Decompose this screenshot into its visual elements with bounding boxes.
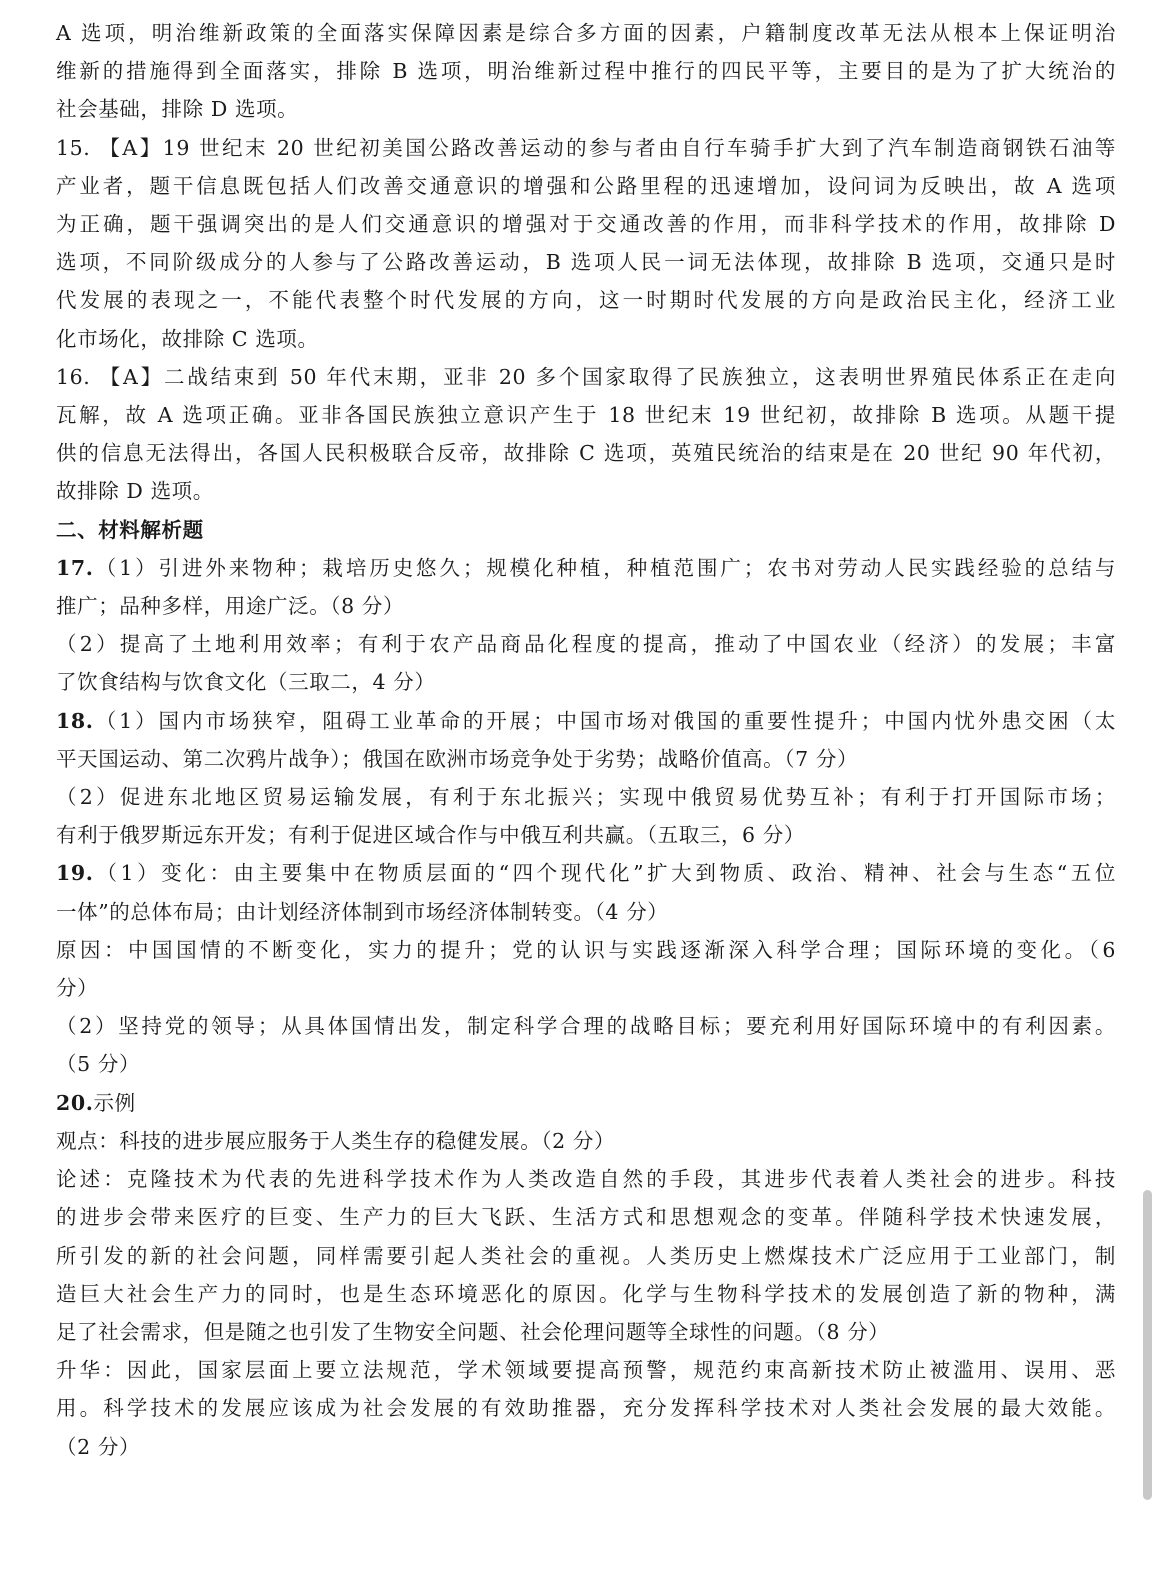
text-line: 分） (56, 976, 99, 1001)
text-line: 所引发的新的社会问题，同样需要引起人类社会的重视。人类历史上燃煤技术广泛应用于工业部门，制 (56, 1243, 1116, 1268)
text-line (56, 854, 1116, 892)
text-line: 足了社会需求，但是随之也引发了生物安全问题、社会伦理问题等全球性的问题。（8 分） (56, 1319, 890, 1344)
text-line (56, 1084, 1116, 1122)
question-number: 19. (56, 861, 94, 886)
answer-17 (56, 549, 1116, 702)
question-number: 17. (56, 555, 94, 580)
text-line: 化市场化，故排除 C 选项。 (56, 326, 319, 351)
text-line: A 选项，明治维新政策的全面落实保障因素是综合多方面的因素，户籍制度改革无法从根本上保证明治 (56, 21, 1116, 45)
text-line: 了饮食结构与饮食文化（三取二，4 分） (56, 670, 436, 695)
section-title: 二、材料解析题 (56, 517, 204, 542)
document-page (56, 14, 1116, 1466)
text-line: 用。科学技术的发展应该成为社会发展的有效助推器，充分发挥科学技术对人类社会发展的最大效能。 (56, 1396, 1116, 1421)
text-line (56, 702, 1116, 740)
text-line: 瓦解，故 A 选项正确。亚非各国民族独立意识产生于 18 世纪末 19 世纪初，故排除 B 选项。从题干提 (56, 403, 1116, 428)
text-line (56, 549, 1116, 587)
line-text: 示例 (93, 1090, 136, 1115)
text-line: 代发展的表现之一，不能代表整个时代发展的方向，这一时期时代发展的方向是政治民主化，经济工业 (56, 288, 1116, 313)
text-line: 产业者，题干信息既包括人们改善交通意识的增强和公路里程的迅速增加，设问词为反映出，故 A 选项 (56, 173, 1116, 198)
text-line: 选项，不同阶级成分的人参与了公路改善运动，B 选项人民一词无法体现，故排除 B 选项，交通只是时 (56, 250, 1116, 275)
text-line: 平天国运动、第二次鸦片战争）；俄国在欧洲市场竞争处于劣势；战略价值高。（7 分） (56, 746, 859, 771)
answer-14-continuation (56, 14, 1116, 129)
text-line: 有利于俄罗斯远东开发；有利于促进区域合作与中俄互利共赢。（五取三，6 分） (56, 823, 806, 848)
text-line: （2）促进东北地区贸易运输发展，有利于东北振兴；实现中俄贸易优势互补；有利于打开国际市场； (56, 785, 1116, 810)
question-number: 20. (56, 1090, 94, 1115)
text-line: （2 分） (56, 1434, 141, 1459)
text-line: （5 分） (56, 1052, 141, 1077)
text-line: 观点：科技的进步展应服务于人类生存的稳健发展。（2 分） (56, 1128, 616, 1153)
text-line: 升华：因此，国家层面上要立法规范，学术领域要提高预警，规范约束高新技术防止被滥用、误用、恶 (56, 1358, 1116, 1383)
line-text: （1）国内市场狭窄，阻碍工业革命的开展；中国市场对俄国的重要性提升；中国内忧外患交困（太 (93, 708, 1116, 733)
text-line: 的进步会带来医疗的巨变、生产力的巨大飞跃、生活方式和思想观念的变革。伴随科学技术快速发展， (56, 1205, 1116, 1230)
line-text: （1）引进外来物种；栽培历史悠久；规模化种植，种植范围广；农书对劳动人民实践经验的总结与 (93, 555, 1116, 580)
text-line: 原因：中国国情的不断变化，实力的提升；党的认识与实践逐渐深入科学合理；国际环境的变化。（6 (56, 937, 1116, 962)
answer-15 (56, 129, 1116, 358)
text-line: 为正确，题干强调突出的是人们交通意识的增强对于交通改善的作用，而非科学技术的作用，故排除 D (56, 212, 1116, 237)
answer-16 (56, 358, 1116, 511)
text-line: 故排除 D 选项。 (56, 479, 214, 504)
text-line: 16. 【A】二战结束到 50 年代末期，亚非 20 多个国家取得了民族独立，这表明世界殖民体系正在走向 (56, 364, 1116, 389)
text-line: 维新的措施得到全面落实，排除 B 选项，明治维新过程中推行的四民平等，主要目的是为了扩大统治的 (56, 59, 1116, 84)
question-number: 18. (56, 708, 94, 733)
text-line: 社会基础，排除 D 选项。 (56, 97, 299, 122)
text-line: （2）坚持党的领导；从具体国情出发，制定科学合理的战略目标；要充利用好国际环境中的有利因素。 (56, 1014, 1116, 1039)
text-line: 供的信息无法得出，各国人民积极联合反帝，故排除 C 选项，英殖民统治的结束是在 20 世纪 90 年代初， (56, 441, 1116, 466)
text-line: （2）提高了土地利用效率；有利于农产品商品化程度的提高，推动了中国农业（经济）的发展；丰富 (56, 632, 1116, 657)
text-line: 造巨大社会生产力的同时，也是生态环境恶化的原因。化学与生物科学技术的发展创造了新的物种，满 (56, 1281, 1116, 1306)
text-line: 一体”的总体布局；由计划经济体制到市场经济体制转变。（4 分） (56, 899, 669, 924)
text-line: 15. 【A】19 世纪末 20 世纪初美国公路改善运动的参与者由自行车骑手扩大到了汽车制造商钢铁石油等 (56, 135, 1116, 160)
answer-19 (56, 854, 1116, 1083)
answer-20 (56, 1084, 1116, 1466)
text-line: 推广；品种多样，用途广泛。（8 分） (56, 594, 405, 619)
line-text: （1）变化：由主要集中在物质层面的“四个现代化”扩大到物质、政治、精神、社会与生态“五位 (93, 861, 1116, 886)
vertical-scrollbar[interactable] (1143, 1190, 1152, 1500)
text-line: 论述：克隆技术为代表的先进科学技术作为人类改造自然的手段，其进步代表着人类社会的进步。科技 (56, 1167, 1116, 1192)
answer-18 (56, 702, 1116, 855)
